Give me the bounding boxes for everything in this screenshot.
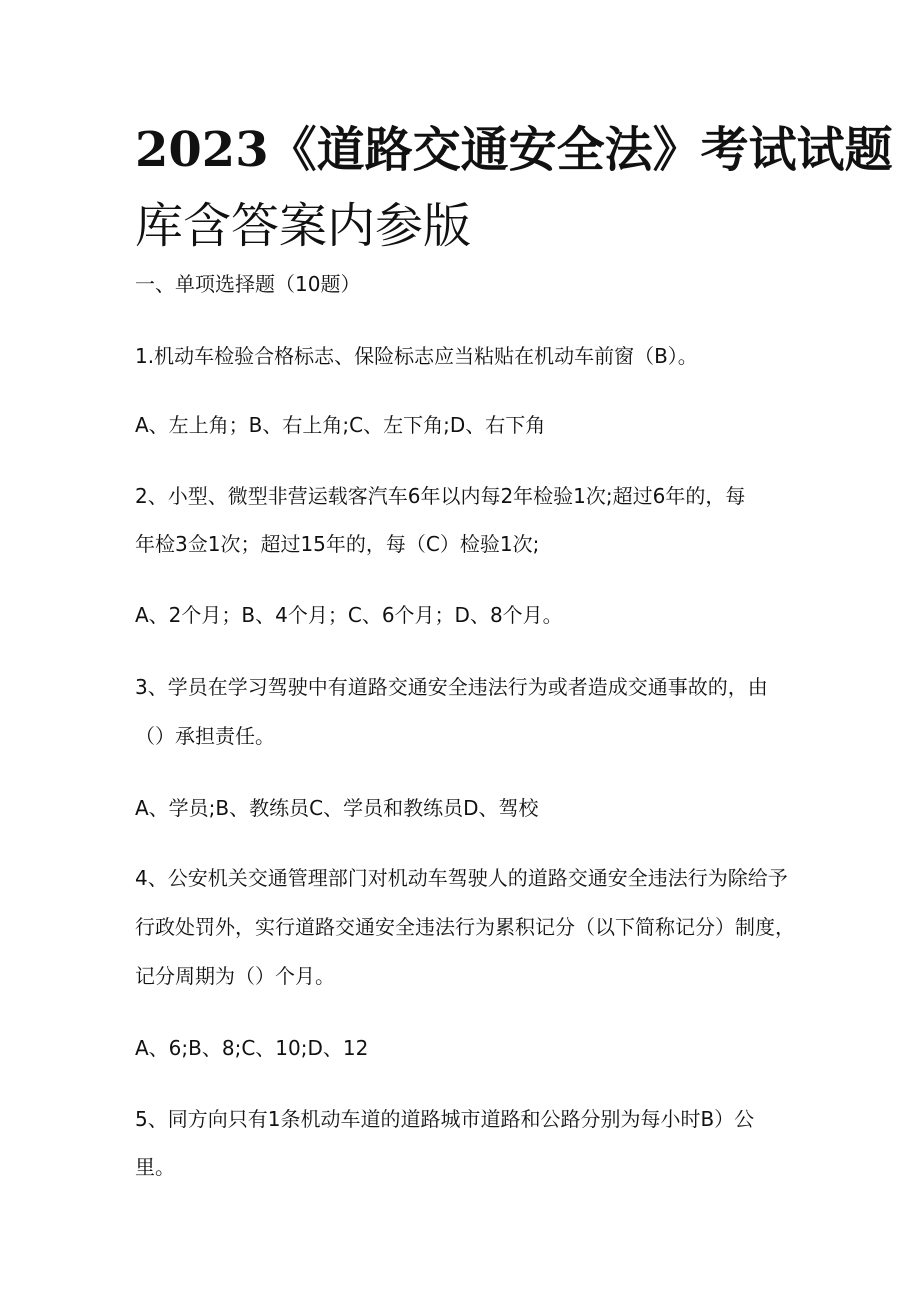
document-title bbox=[135, 112, 893, 264]
question-1-stem-line-1: 1.机动车检验合格标志、保险标志应当粘贴在机动车前窗（B）。 bbox=[135, 344, 698, 368]
question-4-stem-line-3: 记分周期为（）个月。 bbox=[135, 964, 335, 988]
question-3-options: A、学员;B、教练员C、学员和教练员D、驾校 bbox=[135, 796, 539, 820]
title-line-1: 2023《道路交通安全法》考试试题 bbox=[135, 122, 893, 178]
question-4-stem-line-2: 行政处罚外，实行道路交通安全违法行为累积记分（以下简称记分）制度， bbox=[135, 915, 795, 939]
question-4-options: A、6;B、8;C、10;D、12 bbox=[135, 1036, 369, 1060]
question-3-stem-line-2: （）承担责任。 bbox=[135, 724, 275, 748]
question-4-stem-line-1: 4、公安机关交通管理部门对机动车驾驶人的道路交通安全违法行为除给予 bbox=[135, 866, 788, 890]
question-2-stem-line-1: 2、小型、微型非营运载客汽车6年以内每2年检验1次;超过6年的，每 bbox=[135, 484, 746, 508]
question-3-stem-line-1: 3、学员在学习驾驶中有道路交通安全违法行为或者造成交通事故的，由 bbox=[135, 675, 768, 699]
title-line-2: 库含答案内参版 bbox=[135, 198, 472, 254]
question-2-stem-line-2: 年检3佥1次；超过15年的，每（C）检验1次; bbox=[135, 532, 540, 556]
section-heading: 一、单项选择题（10题） bbox=[135, 272, 361, 296]
question-1-options: A、左上角；B、右上角;C、左下角;D、右下角 bbox=[135, 413, 546, 437]
question-5-stem-line-1: 5、同方向只有1条机动车道的道路城市道路和公路分别为每小时B）公 bbox=[135, 1107, 755, 1131]
question-2-options: A、2个月；B、4个月；C、6个月；D、8个月。 bbox=[135, 603, 563, 627]
question-5-stem-line-2: 里。 bbox=[135, 1155, 175, 1179]
